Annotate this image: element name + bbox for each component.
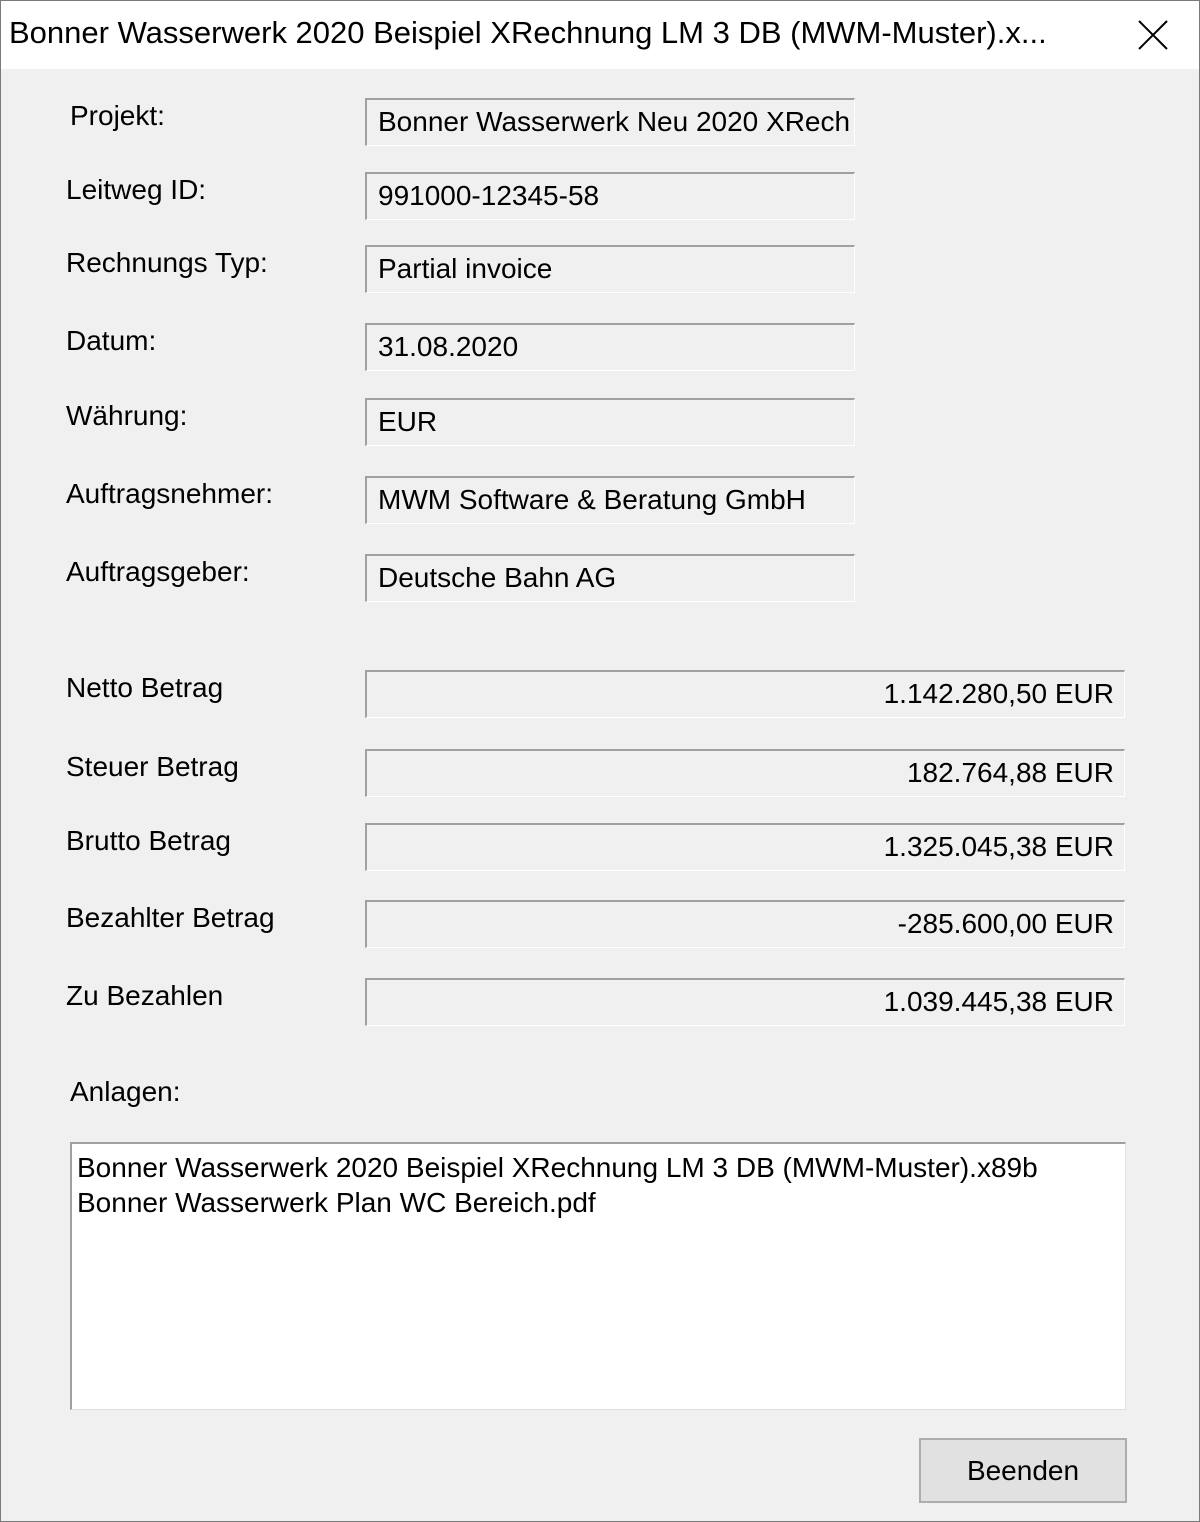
projekt-field[interactable]: Bonner Wasserwerk Neu 2020 XRech <box>365 98 855 146</box>
waehrung-label: Währung: <box>66 400 188 431</box>
window-title: Bonner Wasserwerk 2020 Beispiel XRechnung LM 3 DB (MWM-Muster).x... <box>9 15 1047 50</box>
auftraggeber-label: Auftragsgeber: <box>66 556 250 587</box>
attachments-list[interactable] <box>70 1142 1126 1410</box>
list-item[interactable]: Bonner Wasserwerk Plan WC Bereich.pdf <box>77 1187 596 1218</box>
datum-field[interactable]: 31.08.2020 <box>365 323 855 371</box>
netto-label: Netto Betrag <box>66 672 224 703</box>
auftragnehmer-field[interactable]: MWM Software & Beratung GmbH <box>365 476 855 524</box>
leitweg-label: Leitweg ID: <box>66 174 207 205</box>
brutto-label: Brutto Betrag <box>66 825 231 856</box>
auftragnehmer-label: Auftragsnehmer: <box>66 478 273 509</box>
title-bar[interactable] <box>1 1 1199 69</box>
steuer-field[interactable]: 182.764,88 EUR <box>365 749 1125 797</box>
close-button[interactable] <box>1125 7 1181 63</box>
list-item[interactable]: Bonner Wasserwerk 2020 Beispiel XRechnung LM 3 DB (MWM-Muster).x89b <box>77 1152 1038 1183</box>
anlagen-label: Anlagen: <box>70 1076 181 1107</box>
bezahlt-field[interactable]: -285.600,00 EUR <box>365 900 1125 948</box>
projekt-label: Projekt: <box>70 100 165 131</box>
bezahlt-label: Bezahlter Betrag <box>66 902 275 933</box>
datum-label: Datum: <box>66 325 157 356</box>
close-icon <box>1138 20 1168 50</box>
auftraggeber-field[interactable]: Deutsche Bahn AG <box>365 554 855 602</box>
waehrung-field[interactable]: EUR <box>365 398 855 446</box>
leitweg-field[interactable]: 991000-12345-58 <box>365 172 855 220</box>
rechnungstyp-label: Rechnungs Typ: <box>66 247 268 278</box>
beenden-button[interactable]: Beenden <box>919 1438 1127 1503</box>
steuer-label: Steuer Betrag <box>66 751 239 782</box>
zubezahlen-field[interactable]: 1.039.445,38 EUR <box>365 978 1125 1026</box>
rechnungstyp-field[interactable]: Partial invoice <box>365 245 855 293</box>
brutto-field[interactable]: 1.325.045,38 EUR <box>365 823 1125 871</box>
zubezahlen-label: Zu Bezahlen <box>66 980 224 1011</box>
netto-field[interactable]: 1.142.280,50 EUR <box>365 670 1125 718</box>
